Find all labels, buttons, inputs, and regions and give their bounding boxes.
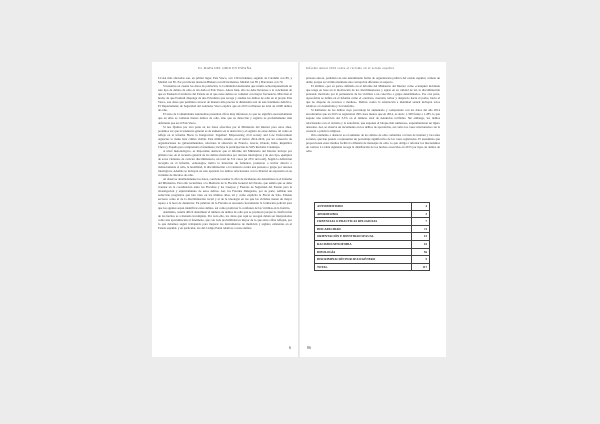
table-row — [315, 225, 430, 233]
running-head: Informe Anual 2016 sobre el racismo en el estado español — [306, 66, 394, 70]
table-row — [315, 248, 430, 256]
paragraph: El término «por su parte» definido en el informe del Ministerio del Interior como «cualquier incidente que tenga en base en la motivación de los discriminatorios y sujeta en su calidad de tal, la discriminación personal, motivado por la pertenencia de las víctimas a un colectivo o grupo determinado». Por otra parte, Aporofobia se define en el informe como el «rechazo, aversión, temor y desprecio hacia el pobre, hacia el que no dispone de recursos o medios». Delitos contra la orientación e identidad sexual incluyen actos relativos a la homofobia y la transfobia. — [306, 84, 440, 109]
table-row — [315, 218, 430, 226]
table-row — [315, 233, 430, 241]
paragraph: Si tenemos en cuenta los datos de población, la Comunidad Autónoma que resulta sobrerrepresentada en este tipo de delitos de odio es sin duda el País Vasco. Ahora bien, ello no debe llevarnos a la conclusión de que es Euskadi el territorio del Estado en el que estos delitos se cometen con mayor frecuencia. Más bien el hecho de que Euskadi disponga de una Ertzaintza que recoge y analiza los delitos de odio en el propio País Vasco, son datos que permiten conocer de manera más precisa la dimensión real de este fenómeno delictivo. El Departamento de Seguridad del Gobierno Vasco explica que en 2015 recibieron un total de 4.000 delitos de odio. — [158, 84, 292, 113]
paragraph: Al observar detalladamente los datos, conviene resaltar la cifra de incidentes sin determinar en el Informe del Ministerio. Para ello recurrimos a la Memoria de la Fiscalía General del Estado, que señala que se debe avanzar en la coordinación entre las Fiscalías y los Cuerpos y Fuerzas de Seguridad del Estado para la investigación y enjuiciamiento de estos delitos. Así, los Fiscales Delegados, por su parte, señalan una reducción progresiva que han visto en los últimos años, tal y como explicita la Fiscal de Sala. Existen sectores como el de la discriminación racial y el de la ideología en los que las víctimas tienen un mayor reparo a la hora de denunciar. En palabras de la Fiscalía es necesario incrementar la formación policial para que los agentes sepan identificar estos delitos, así como promover la confianza de las víctimas en la Justicia. — [158, 177, 292, 210]
table-cell-label: CREENCIAS O PRACTICAS RELIGIOSAS — [315, 218, 412, 226]
table-cell-label: APOROFOBIA — [315, 210, 412, 218]
table-cell-value: 3 — [412, 210, 430, 218]
paragraph: CCAA más afectadas son, en primer lugar, País Vasco, con 139 incidentes, seguido de Cataluña con 89, y Madrid con 85. Por provincias destacan Bizkaia con 69 incidentes, Madrid con 85 y Barcelona con 70. — [158, 76, 292, 85]
body-text — [158, 76, 292, 340]
running-head: EL MAPA DEL ODIO EN ESPAÑA — [198, 66, 252, 70]
table-row — [315, 240, 430, 248]
paragraph: Asimismo, resulta difícil determinar el número de delitos de odio que se producen porque la clasificación de los hechos es a menudo incompleta. Por todo ello, los datos que aquí se recogen deben ser interpretados como una aproximación al fenómeno, que con toda probabilidad es mayor de lo que estas cifras reflejan, por lo que debemos seguir trabajando para mejorar los instrumentos de medición y registro existentes en el Estado español, y en particular, los del Código Penal relativos a estos delitos. — [158, 209, 292, 230]
table-cell-value: 7 — [412, 218, 430, 226]
table-cell-label: ORIENTACIÓN E IDENTIDAD SEXUAL — [315, 233, 412, 241]
table-cell-label: DISCAPACIDAD — [315, 225, 412, 233]
table-cell-value: 16 — [412, 240, 430, 248]
left-page — [152, 62, 298, 357]
paragraph: El resto de Comunidades Autónomas presentan cifras muy inferiores, lo que no significa necesariamente que en ellas se cometan menos delitos de odio, sino que su detección y registro es probablemente más deficiente que en el País Vasco. — [158, 112, 292, 125]
table-cell-label: RACISMO/XENOFOBIA — [315, 240, 412, 248]
table-total-label: TOTAL — [315, 263, 412, 271]
hate-crimes-table — [314, 202, 430, 271]
table-row — [315, 256, 430, 264]
table-cell-value: 4 — [412, 203, 430, 211]
table-cell-value: 5 — [412, 256, 430, 264]
table-total-row — [315, 263, 430, 271]
page-number: 86 — [307, 345, 311, 350]
table-row — [315, 203, 430, 211]
table-cell-label: DISCRIMINACIÓN POR SEXO/GÉNERO — [315, 256, 412, 264]
table-row — [315, 210, 430, 218]
paragraph: persona autora, partidaria de una determinada forma de organización política del estado español, comete un delito porque su víctima mantiene una concepción diferente al respecto. — [306, 76, 440, 85]
table-cell-label: IDEOLOGÍA — [315, 248, 412, 256]
paragraph: Otro elemento a destacar es el aumento de los delitos de odio cometidos a través de internet y las redes sociales, que han pasado a representar un porcentaje significativo de los casos registrados. El anonimato que proporcionan estos medios facilita la difusión de mensajes de odio, lo que obliga a reforzar los mecanismos de control. La tabla siguiente recoge la distribución de los hechos conocidos en 2015 por tipos de delitos de odio. — [306, 132, 440, 153]
table-total-value: 117 — [412, 263, 430, 271]
table-cell-value: 15 — [412, 233, 430, 241]
paragraph: Si hablamos de los delitos cuyo porcentaje ha aumentado y comparando con los datos del año 2014 encontramos que en 2015 se registraron 299 casos menos que en 2014, es decir, 1.328 frente a 1.285, lo que supone una reducción del 3,3% en el número total de denuncias recibidas. Sin embargo, los delitos relacionados con el racismo y la xenofobia, que suponen el bloque más numeroso, experimentaron un ligero descenso. Así, se observa un incremento en los delitos de aporofobia, así como los casos relacionados con la creencia o práctica religiosa. — [306, 108, 440, 133]
table-cell-value: 11 — [412, 225, 430, 233]
body-text — [306, 76, 440, 198]
table-cell-label: ANTISEMITISMO — [315, 203, 412, 211]
page-number: 6 — [289, 345, 291, 350]
right-page — [300, 62, 446, 357]
paragraph: A nivel metodológico, es importante destacar que el Informe del Ministerio del Interior incluye por primera vez, en el recuento general de los delitos motivados por razones ideológicas y de otro tipo, ejemplos de actos violentos de carácter discriminatorio, un total de 312 casos (el 23% del total). Según la definición recogida en el Informe, «ideología» indica la intención de fomentar, promover o incitar directa o indirectamente al odio, la hostilidad, la discriminación o la violencia contra una persona o grupo por razones ideológicas. Además se incluyen en este apartado los delitos relacionados con la libertad de expresión en su vertiente de discurso de odio. — [158, 148, 292, 178]
paragraph: Si nos fijamos por otra parte en los datos ofrecidos por el Ministerio del Interior para otros años, podemos ver que la tendencia general es de aumento en la detección y el registro de estos delitos, tal como se refleja en el informe Hacia la Integración: Together! Empowering civil society and Law Enforcement Agencies to make hate crimes visible. Este último estudio, en el marco 2014-2016, por un consorcio de organizaciones no gubernamentales, relaciona la situación de Francia, Grecia, Irlanda, Italia, República Checa y España para comprender el fenómeno; incluye la participación de SOS Racismo Catalunya. — [158, 124, 292, 149]
table-cell-value: 56 — [412, 248, 430, 256]
